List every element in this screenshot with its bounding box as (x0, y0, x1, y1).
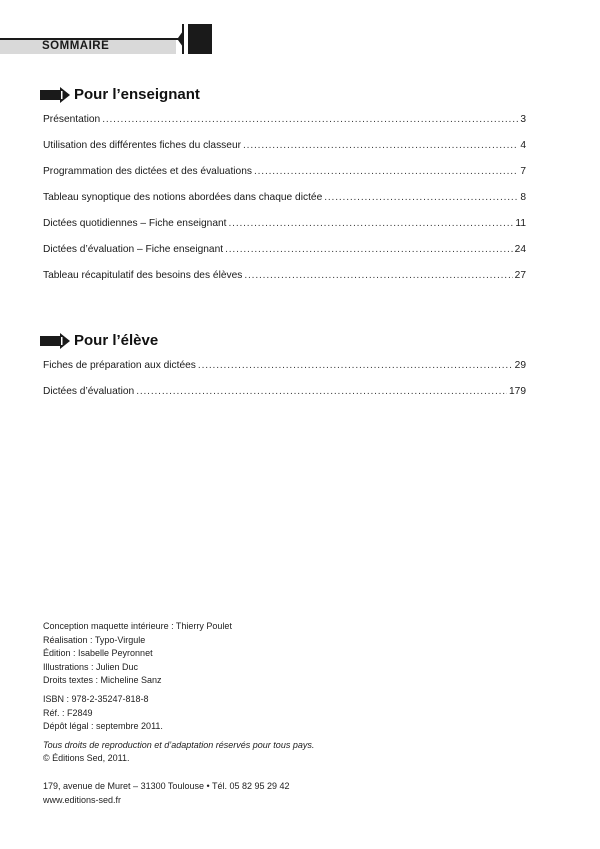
toc-item (43, 270, 526, 296)
website-link[interactable]: www.editions-sed.fr (43, 795, 122, 805)
rights-notice: Tous droits de reproduction et d’adaptation réservés pour tous pays. (43, 739, 315, 750)
arrow-marker-icon (40, 87, 70, 103)
isbn: ISBN : 978-2-35247-818-8 (43, 693, 149, 704)
toc-item-page: 11 (515, 218, 526, 229)
toc-item-label: Fiches de préparation aux dictées (43, 360, 196, 371)
toc-leader-dots (324, 192, 518, 203)
toc-item-label: Présentation (43, 114, 101, 125)
toc-leader-dots (102, 114, 518, 125)
toc-item (43, 166, 526, 192)
toc-item-page: 24 (514, 244, 526, 255)
reference: Réf. : F2849 (43, 707, 93, 718)
toc-item-label: Utilisation des différentes fiches du classeur (43, 140, 242, 151)
legal-deposit: Dépôt légal : septembre 2011. (43, 721, 163, 732)
toc-leader-dots (225, 244, 513, 255)
toc-item (43, 360, 526, 386)
toc-item (43, 114, 526, 140)
page-title: SOMMAIRE (42, 40, 110, 52)
toc-leader-dots (243, 140, 518, 151)
toc-item-page: 27 (514, 270, 526, 281)
section-title-student (40, 332, 158, 349)
credit-line: Édition : Isabelle Peyronnet (43, 648, 153, 659)
toc-item (43, 218, 526, 244)
toc-item-page: 29 (514, 360, 526, 371)
section-title-text: Pour l’élève (74, 332, 159, 349)
toc-leader-dots (198, 360, 513, 371)
toc-item-page: 8 (520, 192, 526, 203)
toc-item (43, 386, 526, 412)
toc-item (43, 192, 526, 218)
section-title-text: Pour l’enseignant (74, 86, 200, 103)
toc-item-label: Tableau récapitulatif des besoins des élèves (43, 270, 243, 281)
toc-leader-dots (229, 218, 514, 229)
toc-item-label: Dictées d’évaluation (43, 386, 135, 397)
toc-item-page: 4 (520, 140, 526, 151)
address-line: 179, avenue de Muret – 31300 Toulouse • Tél. 05 82 95 29 42 (43, 781, 290, 791)
credit-line: Réalisation : Typo-Virgule (43, 634, 146, 645)
copyright: © Éditions Sed, 2011. (43, 753, 130, 764)
toc-leader-dots (136, 386, 507, 397)
toc-item-page: 3 (520, 114, 526, 125)
toc-item (43, 244, 526, 270)
toc-item-page: 179 (509, 386, 526, 397)
toc-teacher (43, 114, 526, 296)
toc-item-label: Dictées quotidiennes – Fiche enseignant (43, 218, 227, 229)
credit-line: Illustrations : Julien Duc (43, 661, 139, 672)
toc-leader-dots (244, 270, 512, 281)
toc-item (43, 140, 526, 166)
publisher-address (43, 779, 290, 807)
toc-item-label: Dictées d’évaluation – Fiche enseignant (43, 244, 224, 255)
credits-block (43, 620, 314, 766)
header-tab-icon (168, 24, 212, 54)
toc-student (43, 360, 526, 412)
toc-item-page: 7 (520, 166, 526, 177)
arrow-marker-icon (40, 333, 70, 349)
toc-item-label: Programmation des dictées et des évaluations (43, 166, 252, 177)
credit-line: Conception maquette intérieure : Thierry Poulet (43, 621, 232, 631)
credit-line: Droits textes : Micheline Sanz (43, 675, 162, 686)
toc-leader-dots (254, 166, 518, 177)
section-title-teacher (40, 86, 200, 103)
toc-item-label: Tableau synoptique des notions abordées dans chaque dictée (43, 192, 323, 203)
